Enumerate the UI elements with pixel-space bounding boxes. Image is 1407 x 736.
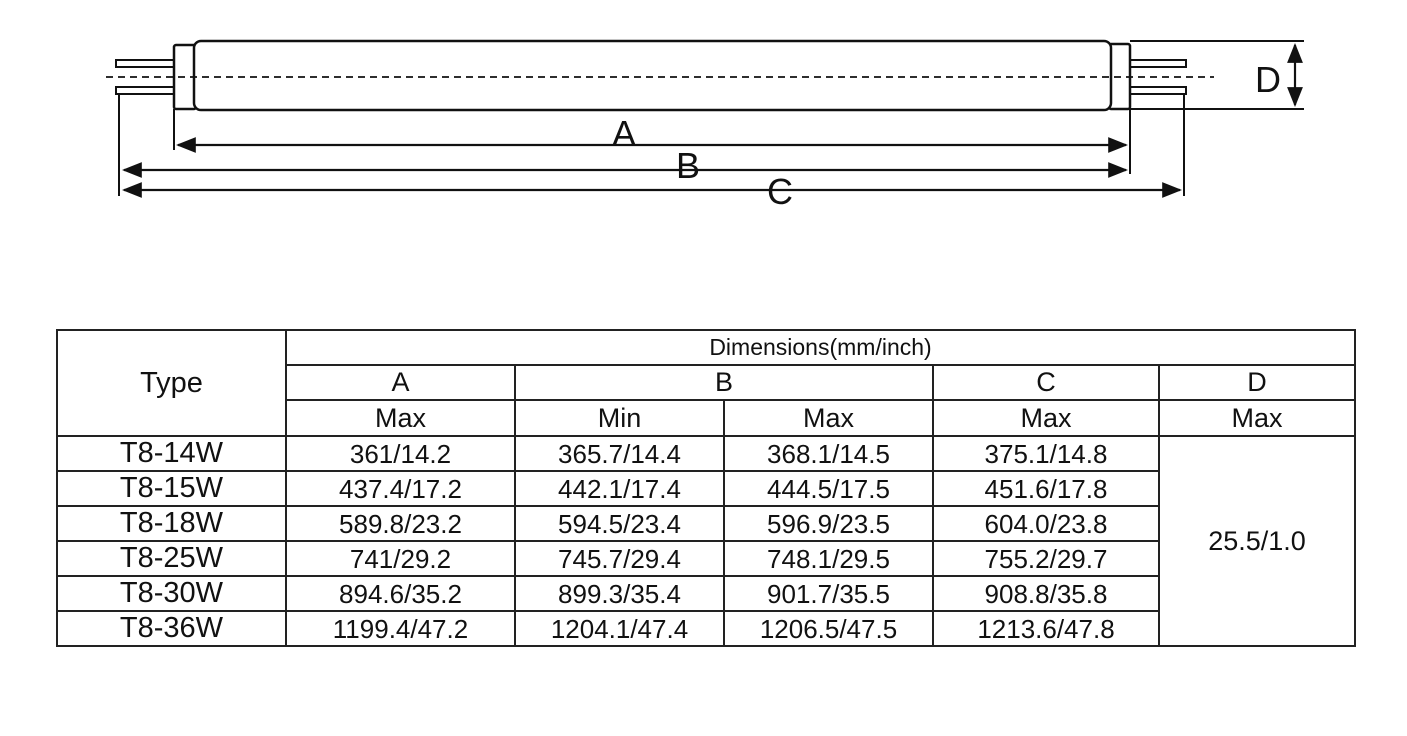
sub-header-d-max: Max <box>1159 400 1355 436</box>
b-min-cell: 365.7/14.4 <box>515 436 724 471</box>
a-max-cell: 361/14.2 <box>286 436 515 471</box>
group-header-c: C <box>933 365 1159 400</box>
tube-dimension-diagram <box>0 0 1407 240</box>
sub-header-b-max: Max <box>724 400 933 436</box>
type-cell: T8-25W <box>57 541 286 576</box>
a-max-cell: 437.4/17.2 <box>286 471 515 506</box>
b-max-cell: 368.1/14.5 <box>724 436 933 471</box>
a-max-cell: 894.6/35.2 <box>286 576 515 611</box>
label-c: C <box>767 171 793 212</box>
c-max-cell: 451.6/17.8 <box>933 471 1159 506</box>
sub-header-a-max: Max <box>286 400 515 436</box>
dimensions-header: Dimensions(mm/inch) <box>286 330 1355 365</box>
group-header-d: D <box>1159 365 1355 400</box>
tube-body <box>194 41 1111 110</box>
type-cell: T8-15W <box>57 471 286 506</box>
table-row <box>57 436 1355 471</box>
a-max-cell: 1199.4/47.2 <box>286 611 515 646</box>
b-min-cell: 1204.1/47.4 <box>515 611 724 646</box>
d-max-cell: 25.5/1.0 <box>1159 436 1355 646</box>
label-d: D <box>1255 59 1281 100</box>
label-b: B <box>675 145 701 186</box>
sub-header-c-max: Max <box>933 400 1159 436</box>
b-max-cell: 1206.5/47.5 <box>724 611 933 646</box>
b-max-cell: 901.7/35.5 <box>724 576 933 611</box>
c-max-cell: 375.1/14.8 <box>933 436 1159 471</box>
type-cell: T8-36W <box>57 611 286 646</box>
a-max-cell: 741/29.2 <box>286 541 515 576</box>
b-max-cell: 444.5/17.5 <box>724 471 933 506</box>
dimensions-table <box>56 329 1356 647</box>
type-header: Type <box>57 330 286 436</box>
label-a: A <box>611 113 637 154</box>
sub-header-b-min: Min <box>515 400 724 436</box>
group-header-a: A <box>286 365 515 400</box>
b-min-cell: 899.3/35.4 <box>515 576 724 611</box>
b-min-cell: 745.7/29.4 <box>515 541 724 576</box>
group-header-b: B <box>515 365 933 400</box>
type-cell: T8-30W <box>57 576 286 611</box>
c-max-cell: 1213.6/47.8 <box>933 611 1159 646</box>
b-max-cell: 748.1/29.5 <box>724 541 933 576</box>
b-min-cell: 594.5/23.4 <box>515 506 724 541</box>
a-max-cell: 589.8/23.2 <box>286 506 515 541</box>
b-min-cell: 442.1/17.4 <box>515 471 724 506</box>
c-max-cell: 604.0/23.8 <box>933 506 1159 541</box>
b-max-cell: 596.9/23.5 <box>724 506 933 541</box>
c-max-cell: 908.8/35.8 <box>933 576 1159 611</box>
type-cell: T8-14W <box>57 436 286 471</box>
c-max-cell: 755.2/29.7 <box>933 541 1159 576</box>
type-cell: T8-18W <box>57 506 286 541</box>
